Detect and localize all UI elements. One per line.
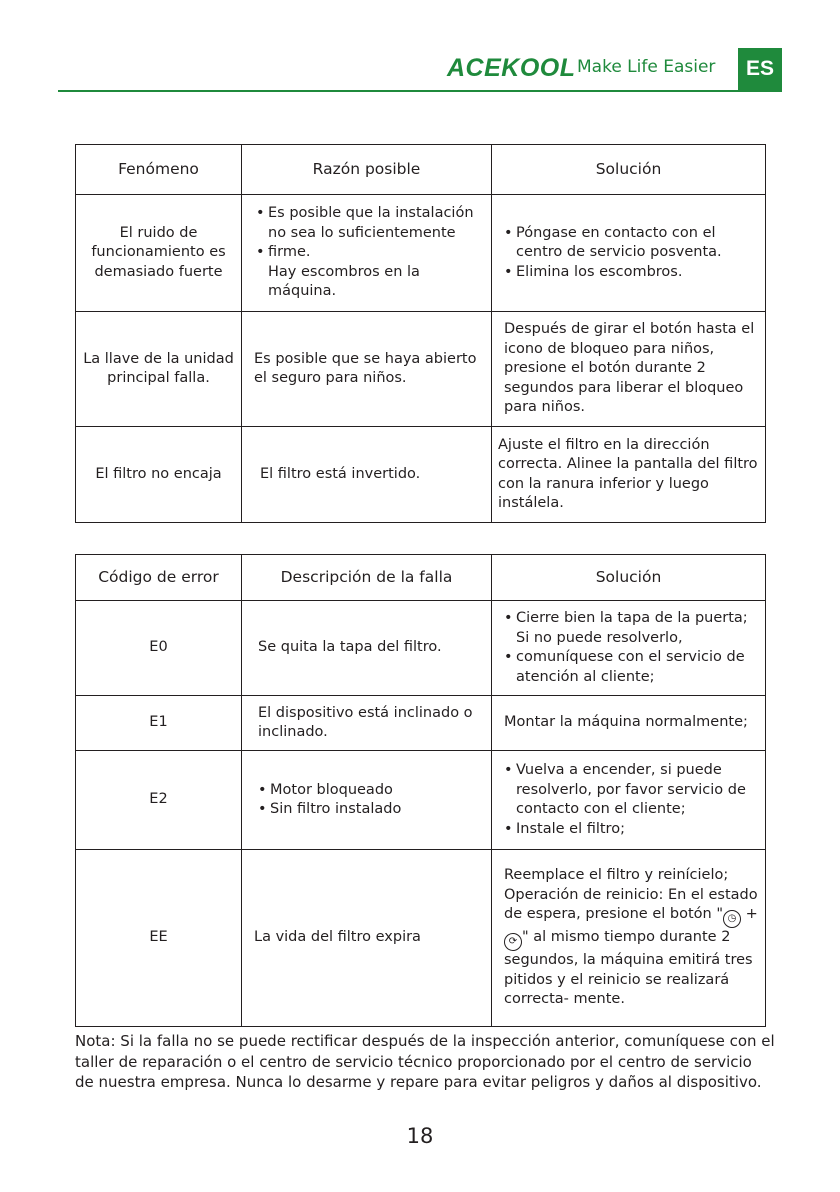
- brand-tagline: Make Life Easier: [577, 57, 716, 77]
- list-item: • Es posible que la instalación no sea lo suficientemente: [256, 204, 487, 243]
- table-row: [76, 601, 766, 696]
- brand-logo: ACEKOOL: [447, 54, 576, 82]
- phenomenon-cell: La llave de la unidad principal falla.: [76, 312, 242, 427]
- reason-cell: El filtro está invertido.: [242, 427, 492, 523]
- phenomenon-cell: El filtro no encaja: [76, 427, 242, 523]
- page-number: 18: [406, 1124, 434, 1148]
- table-row: [76, 312, 766, 427]
- description-cell: [242, 751, 492, 850]
- header-divider: [58, 90, 782, 92]
- table-row: [76, 696, 766, 751]
- list-item: • firme. Hay escombros en la máquina.: [256, 243, 487, 302]
- error-code-cell: E1: [76, 696, 242, 751]
- table-header-row: [76, 555, 766, 601]
- description-cell: Se quita la tapa del filtro.: [242, 601, 492, 696]
- list-item: • Póngase en contacto con el centro de servicio posventa.: [504, 224, 761, 263]
- language-badge: ES: [738, 48, 782, 90]
- list-item: • Motor bloqueado: [258, 781, 487, 801]
- column-header: Descripción de la falla: [242, 555, 492, 601]
- column-header: Razón posible: [242, 145, 492, 195]
- column-header: Código de error: [76, 555, 242, 601]
- list-item: • Cierre bien la tapa de la puerta; Si no puede resolverlo,: [504, 609, 761, 648]
- note-text: : Si la falla no se puede rectificar después de la inspección anterior, comuníquese con el taller de reparación o el centro de servicio técnico proporcionado por el centro de servicio de nuestra empresa. Nunca lo desarme y repare para evitar peligros y daños al dispositivo.: [75, 1032, 775, 1091]
- list-item: • Sin filtro instalado: [258, 800, 487, 820]
- solution-cell: Montar la máquina normalmente;: [492, 696, 766, 751]
- page-header: [0, 0, 840, 100]
- column-header: Fenómeno: [76, 145, 242, 195]
- table-row: [76, 751, 766, 850]
- phenomenon-cell: El ruido de funcionamiento es demasiado fuerte: [76, 195, 242, 312]
- error-code-table: [75, 554, 766, 1027]
- solution-cell: [492, 195, 766, 312]
- column-header: Solución: [492, 145, 766, 195]
- table-header-row: [76, 145, 766, 195]
- description-cell: El dispositivo está inclinado o inclinado.: [242, 696, 492, 751]
- error-code-cell: E2: [76, 751, 242, 850]
- list-item: • Vuelva a encender, si puede resolverlo, por favor servicio de contacto con el cliente;: [504, 761, 761, 820]
- solution-cell: Después de girar el botón hasta el icono de bloqueo para niños, presione el botón durante 2 segundos para liberar el bloqueo para niños.: [492, 312, 766, 427]
- solution-cell: [492, 601, 766, 696]
- list-item: • Elimina los escombros.: [504, 263, 761, 283]
- column-header: Solución: [492, 555, 766, 601]
- table-row: [76, 427, 766, 523]
- timer-icon: ◷: [723, 910, 741, 928]
- error-code-cell: E0: [76, 601, 242, 696]
- note-label: Nota: [75, 1032, 111, 1050]
- solution-cell: [492, 751, 766, 850]
- fan-speed-icon: ⟳: [504, 933, 522, 951]
- list-item: • comuníquese con el servicio de atención al cliente;: [504, 648, 761, 687]
- list-item: • Instale el filtro;: [504, 820, 761, 840]
- description-cell: La vida del filtro expira: [242, 850, 492, 1027]
- error-code-cell: EE: [76, 850, 242, 1027]
- troubleshooting-table: [75, 144, 766, 523]
- footnote: [75, 1031, 775, 1093]
- reason-cell: Es posible que se haya abierto el seguro para niños.: [242, 312, 492, 427]
- table-row: [76, 195, 766, 312]
- reason-cell: [242, 195, 492, 312]
- table-row: [76, 850, 766, 1027]
- solution-cell: Reemplace el filtro y reinícielo; Operación de reinicio: En el estado de espera, presione el botón " ◷ + ⟳ " al mismo tiempo durante 2 segundos, la máquina emitirá tres pitidos y el reinicio se realizará correcta- mente.: [492, 850, 766, 1027]
- solution-cell: Ajuste el filtro en la dirección correcta. Alinee la pantalla del filtro con la ranura inferior y luego instálela.: [492, 427, 766, 523]
